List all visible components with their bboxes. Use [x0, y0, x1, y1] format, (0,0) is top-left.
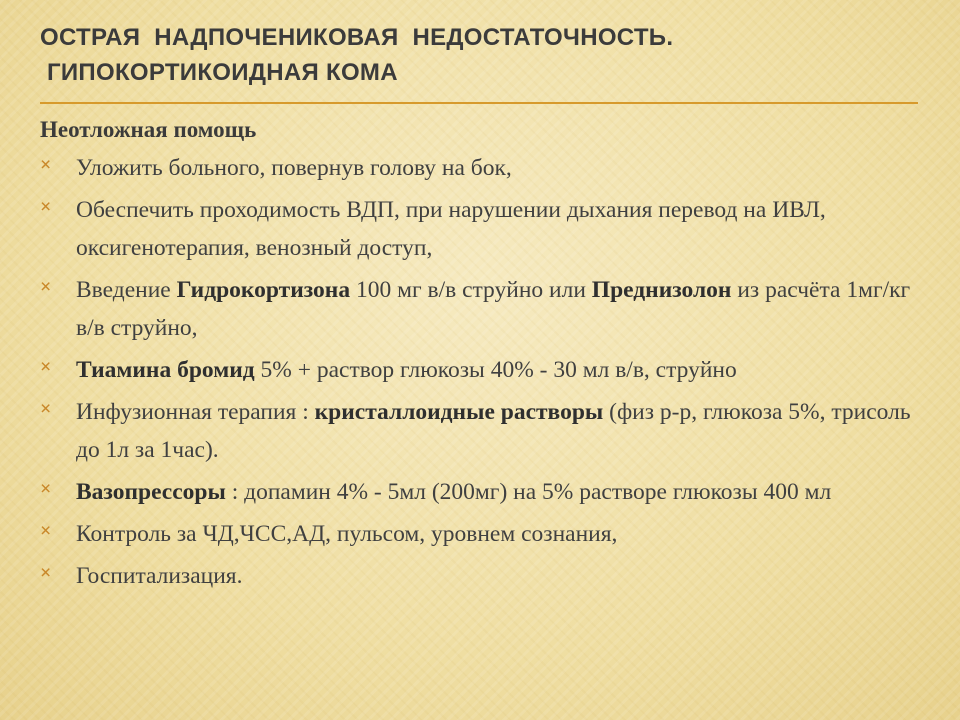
- list-item-1: [40, 149, 920, 187]
- title-divider: [40, 102, 918, 104]
- slide-title-line-1: ОСТРАЯ НАДПОЧЕНИКОВАЯ НЕДОСТАТОЧНОСТЬ.: [40, 24, 674, 51]
- x-mark-bullet-icon: ×: [40, 196, 52, 218]
- slide-title: [40, 20, 920, 90]
- x-mark-bullet-icon: ×: [40, 398, 52, 420]
- list-item-3: [40, 271, 920, 347]
- list-item-text: : допамин 4% - 5мл (200мг) на 5% растворе глюкозы 400 мл: [225, 479, 832, 505]
- slide-content: [40, 114, 920, 599]
- list-item-text: Уложить больного, повернув голову на бок,: [76, 155, 512, 181]
- list-item-5: [40, 393, 920, 469]
- x-mark-bullet-icon: ×: [40, 520, 52, 542]
- list-item-7: [40, 515, 920, 553]
- list-item-6: [40, 473, 920, 511]
- list-item-text: 5% + раствор глюкозы 40% - 30 мл в/в, струйно: [254, 357, 737, 383]
- bullet-list: [40, 149, 920, 595]
- list-item-text: Контроль за ЧД,ЧСС,АД, пульсом, уровнем сознания,: [76, 521, 618, 547]
- list-item-text: Инфузионная терапия :: [76, 399, 315, 425]
- drug-name-thiamine: Тиамина бромид: [76, 357, 255, 383]
- list-item-text: из расчёта 1мг/кг в/в струйно,: [76, 277, 911, 341]
- list-item-text: Госпитализация.: [76, 563, 243, 589]
- term-crystalloids: кристаллоидные растворы: [314, 399, 604, 425]
- x-mark-bullet-icon: ×: [40, 276, 52, 298]
- section-heading: Неотложная помощь: [40, 117, 257, 142]
- drug-name-prednisolone: Преднизолон: [591, 277, 732, 303]
- list-item-text: 100 мг в/в струйно или: [350, 277, 592, 303]
- x-mark-bullet-icon: ×: [40, 356, 52, 378]
- list-item-8: [40, 557, 920, 595]
- list-item-text: (физ р-р, глюкоза 5%, трисоль до 1л за 1час).: [76, 399, 911, 463]
- slide-title-line-2: ГИПОКОРТИКОИДНАЯ КОМА: [40, 59, 398, 86]
- drug-name-hydrocortisone: Гидрокортизона: [176, 277, 351, 303]
- list-item-2: [40, 191, 920, 267]
- term-vasopressors: Вазопрессоры: [76, 479, 226, 505]
- x-mark-bullet-icon: ×: [40, 562, 52, 584]
- x-mark-bullet-icon: ×: [40, 154, 52, 176]
- list-item-text: Введение: [76, 277, 177, 303]
- list-item-4: [40, 351, 920, 389]
- x-mark-bullet-icon: ×: [40, 478, 52, 500]
- list-item-text: Обеспечить проходимость ВДП, при нарушении дыхания перевод на ИВЛ, оксигенотерапия, венозный доступ,: [76, 197, 826, 261]
